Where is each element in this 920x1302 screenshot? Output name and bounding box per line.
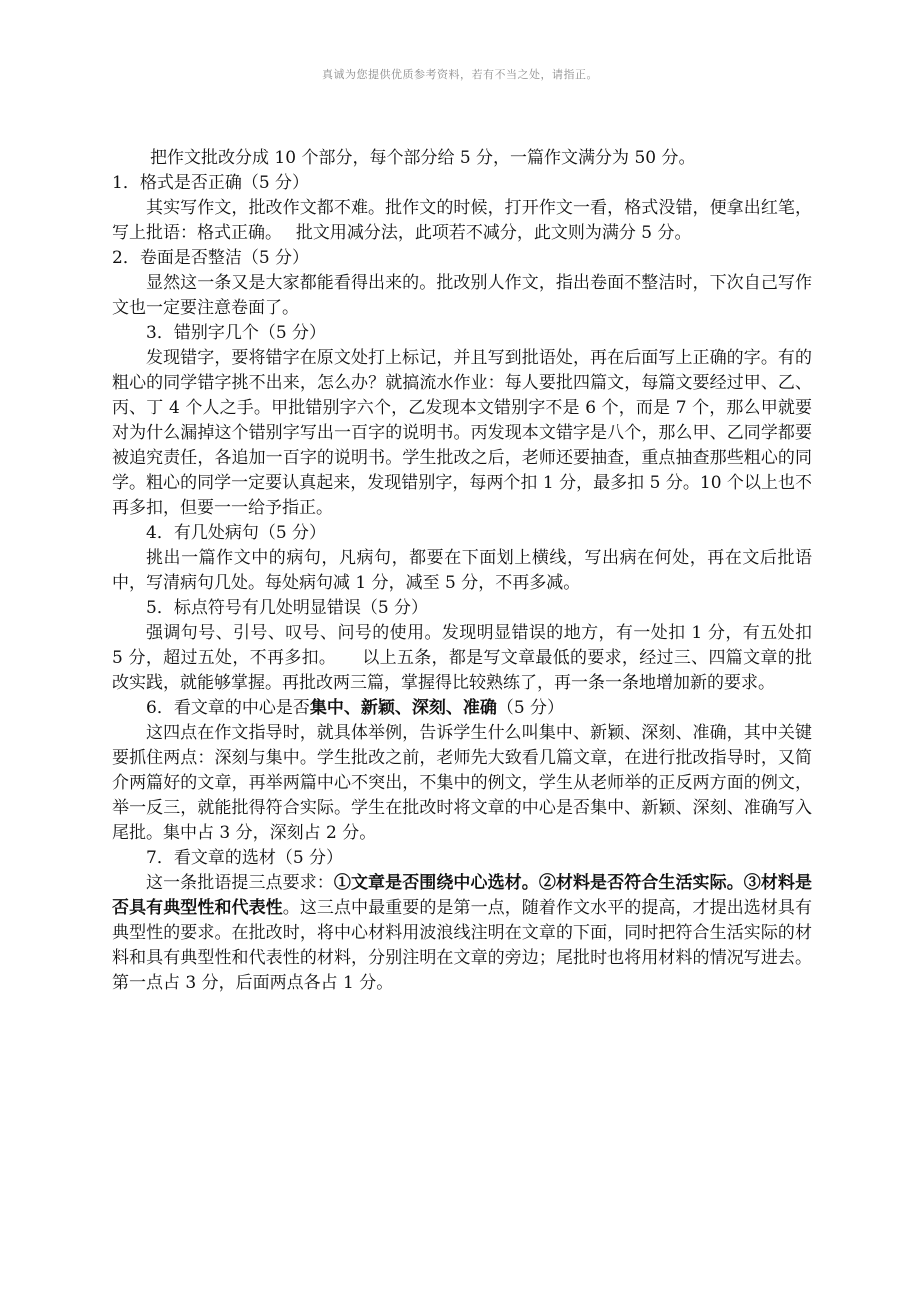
section-7-body-bold: ①文章是否围绕中心选材。②材料是否符合生活实际。③材料是否具有典型性和代表性: [112, 873, 813, 918]
section-5-heading: 5．标点符号有几处明显错误（5 分）: [146, 598, 429, 618]
section-3-heading: 3．错别字几个（5 分）: [146, 323, 327, 343]
section-4-heading: 4．有几处病句（5 分）: [146, 523, 327, 543]
section-4-body: 挑出一篇作文中的病句，凡病句，都要在下面划上横线，写出病在何处，再在文后批语中，写清病句几处。每处病句减 1 分，减至 5 分，不再多减。: [112, 548, 812, 593]
section-6-heading: [112, 696, 812, 721]
section-7-body-prefix: 这一条批语提三点要求：: [146, 873, 334, 893]
section-6-heading-suffix: （5 分）: [496, 698, 565, 718]
section-6-heading-bold: 集中、新颖、深刻、准确: [309, 698, 497, 718]
section-7-heading: 7．看文章的选材（5 分）: [146, 848, 344, 868]
intro-paragraph: 把作文批改分成 10 个部分，每个部分给 5 分，一篇作文满分为 50 分。: [150, 148, 696, 168]
section-6-body: 这四点在作文指导时，就具体举例，告诉学生什么叫集中、新颖、深刻、准确，其中关键要抓住两点：深刻与集中。学生批改之前，老师先大致看几篇文章，在进行批改指导时，又简介两篇好的文章，再举两篇中心不突出，不集中的例文，学生从老师举的正反两方面的例文，举一反三，就能批得符合实际。学生在批改时将文章的中心是否集中、新颖、深刻、准确写入尾批。集中占 3 分，深刻占 2 分。: [112, 723, 812, 843]
section-5-body: 强调句号、引号、叹号、问号的使用。发现明显错误的地方，有一处扣 1 分，有五处扣 5 分，超过五处，不再多扣。 以上五条，都是写文章最低的要求，经过三、四篇文章的批改实践，就能够掌握。再批改两三篇，掌握得比较熟练了，再一条一条地增加新的要求。: [112, 623, 812, 693]
section-2-heading: 2．卷面是否整洁（5 分）: [112, 248, 310, 268]
section-6-heading-prefix: 6．看文章的中心是否: [146, 698, 310, 718]
section-3-body: 发现错字，要将错字在原文处打上标记，并且写到批语处，再在后面写上正确的字。有的粗心的同学错字挑不出来，怎么办？就搞流水作业：每人要批四篇文，每篇文要经过甲、乙、丙、丁 4 个人之手。甲批错别字六个，乙发现本文错别字不是 6 个，而是 7 个，那么甲就要对为什么漏掉这个错别字写出一百字的说明书。丙发现本文错字是八个，那么甲、乙同学都要被追究责任，各追加一百字的说明书。学生批改之后，老师还要抽查，重点抽查那些粗心的同学。粗心的同学一定要认真起来，发现错别字，每两个扣 1 分，最多扣 5 分。10 个以上也不再多扣，但要一一给予指正。: [112, 348, 812, 518]
section-1-body: 其实写作文，批改作文都不难。批作文的时候，打开作文一看，格式没错，便拿出红笔，写上批语：格式正确。 批文用减分法，此项若不减分，此文则为满分 5 分。: [112, 198, 812, 243]
section-7-body-suffix: 。这三点中最重要的是第一点，随着作文水平的提高，才提出选材具有典型性的要求。在批改时，将中心材料用波浪线注明在文章的下面，同时把符合生活实际的材料和具有典型性和代表性的材料，分别注明在文章的旁边；尾批时也将用材料的情况写进去。第一点占 3 分，后面两点各占 1 分。: [112, 898, 812, 993]
document-body: [112, 146, 812, 996]
section-1-heading: 1．格式是否正确（5 分）: [112, 173, 310, 193]
header-note: 真诚为您提供优质参考资料，若有不当之处，请指正。: [322, 68, 598, 81]
section-7-body: [112, 871, 812, 996]
section-2-body: 显然这一条又是大家都能看得出来的。批改别人作文，指出卷面不整洁时，下次自己写作文也一定要注意卷面了。: [112, 273, 812, 318]
